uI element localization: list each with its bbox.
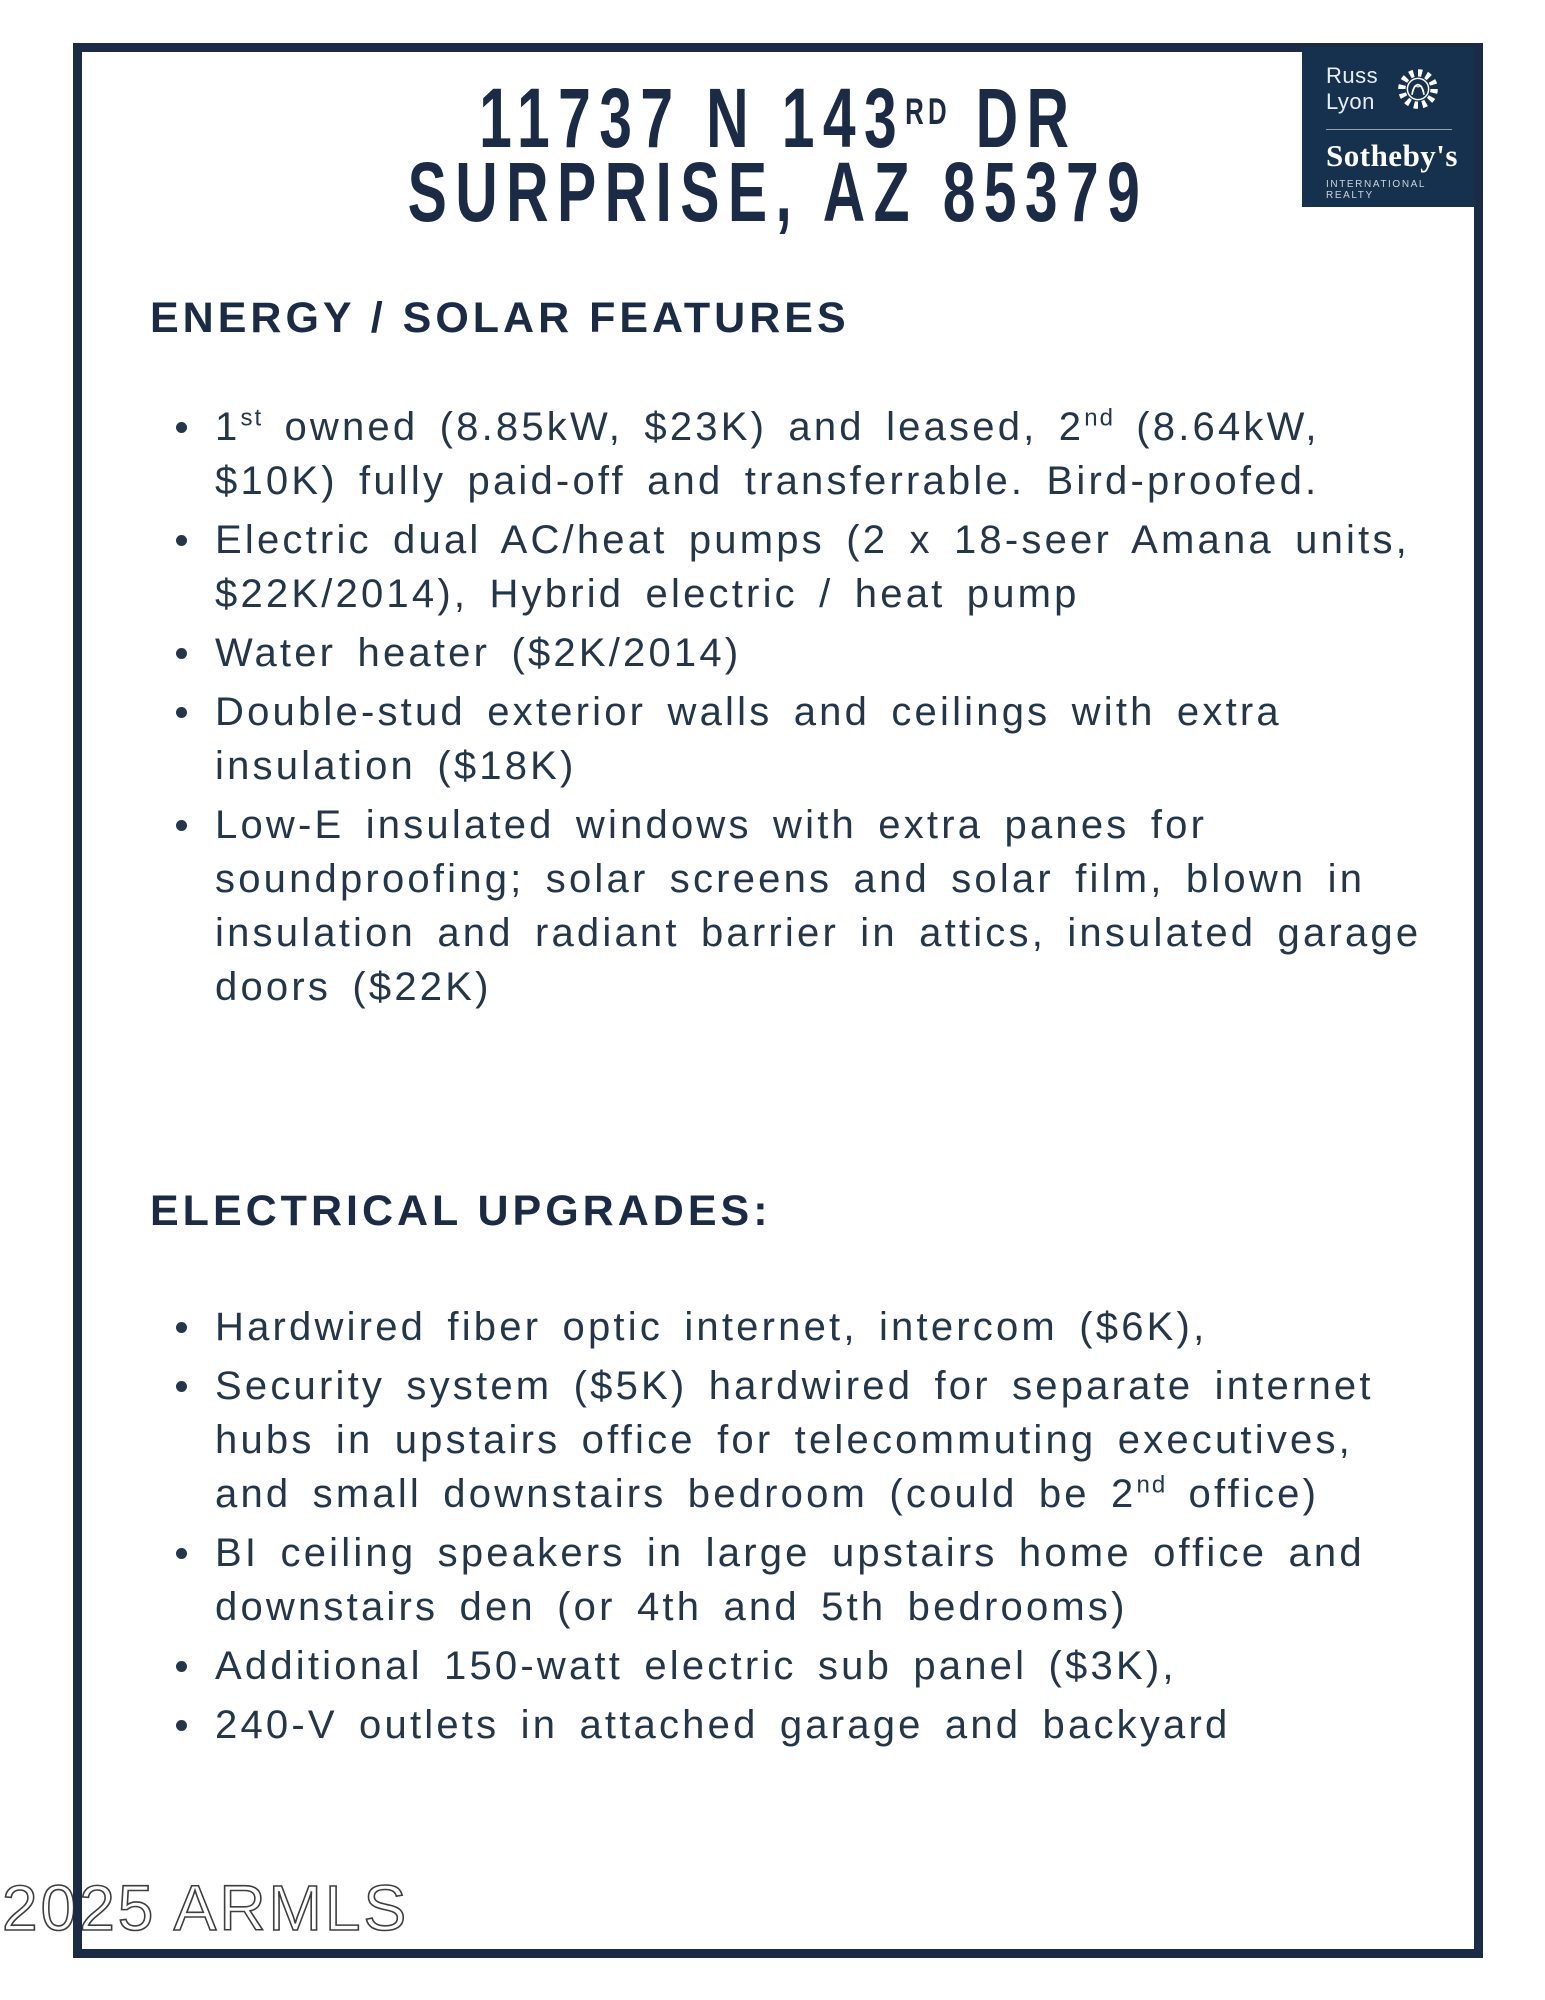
russ-lyon-sothebys-logo — [1302, 47, 1474, 207]
bullet-item — [160, 1639, 1440, 1693]
logo-divider-line — [1326, 129, 1452, 130]
bullet-item — [160, 626, 1440, 680]
lion-sun-medallion-icon — [1396, 67, 1440, 111]
bullet-marker-icon — [176, 648, 187, 659]
bullet-item — [160, 1526, 1440, 1634]
bullet-marker-icon — [176, 1322, 187, 1333]
bullet-item — [160, 1698, 1440, 1752]
bullet-item — [160, 685, 1440, 793]
bullet-marker-icon — [176, 1548, 187, 1559]
bullet-marker-icon — [176, 707, 187, 718]
address-line-1: 11737 N 143RD DR — [478, 71, 1078, 165]
bullet-text: 1st owned (8.85kW, $23K) and leased, 2nd (8.64kW, $10K) fully paid-off and transferrable. Bird-proofed. — [215, 404, 1320, 503]
bullet-item — [160, 400, 1440, 508]
address-line-2: SURPRISE, AZ 85379 — [407, 145, 1149, 239]
bullet-text: Electric dual AC/heat pumps (2 x 18-seer Amana units, $22K/2014), Hybrid electric / heat pump — [215, 518, 1410, 616]
bullet-item — [160, 1359, 1440, 1521]
bullet-text: Double-stud exterior walls and ceilings with extra insulation ($18K) — [215, 690, 1282, 788]
bullet-marker-icon — [176, 1720, 187, 1731]
bullet-text: BI ceiling speakers in large upstairs home office and downstairs den (or 4th and 5th bedrooms) — [215, 1531, 1365, 1629]
bullet-item — [160, 798, 1440, 1014]
electrical-upgrades-bullet-list — [160, 1300, 1440, 1757]
bullet-text: Water heater ($2K/2014) — [215, 631, 742, 675]
bullet-text: Additional 150-watt electric sub panel ($3K), — [215, 1644, 1177, 1688]
street-ordinal-superscript: RD — [904, 91, 951, 133]
sothebys-wordmark: Sotheby's — [1326, 138, 1458, 173]
logo-top-row — [1326, 63, 1474, 115]
electrical-upgrades-heading: ELECTRICAL UPGRADES: — [150, 1187, 772, 1235]
armls-watermark: 2025 ARMLS — [2, 1872, 410, 1944]
international-realty-label: INTERNATIONAL REALTY — [1326, 179, 1426, 201]
bullet-text: Security system ($5K) hardwired for separate internet hubs in upstairs office for telecommuting executives, and small downstairs bedroom (could be 2nd office) — [215, 1364, 1374, 1516]
logo-name-line2: Lyon — [1326, 89, 1375, 114]
bullet-marker-icon — [176, 1381, 187, 1392]
bullet-marker-icon — [176, 535, 187, 546]
energy-solar-bullet-list — [160, 400, 1440, 1019]
logo-name-line1: Russ — [1326, 63, 1379, 88]
bullet-text: Low-E insulated windows with extra panes for soundproofing; solar screens and solar film, blown in insulation and radiant barrier in attics, insulated garage doors ($22K) — [215, 803, 1422, 1009]
bullet-marker-icon — [176, 422, 187, 433]
bullet-item — [160, 1300, 1440, 1354]
bullet-text: 240-V outlets in attached garage and backyard — [215, 1703, 1231, 1747]
bullet-marker-icon — [176, 1661, 187, 1672]
bullet-text: Hardwired fiber optic internet, intercom ($6K), — [215, 1305, 1208, 1349]
bullet-marker-icon — [176, 820, 187, 831]
bullet-item — [160, 513, 1440, 621]
russ-lyon-name — [1326, 63, 1378, 115]
energy-solar-heading: ENERGY / SOLAR FEATURES — [150, 294, 850, 342]
